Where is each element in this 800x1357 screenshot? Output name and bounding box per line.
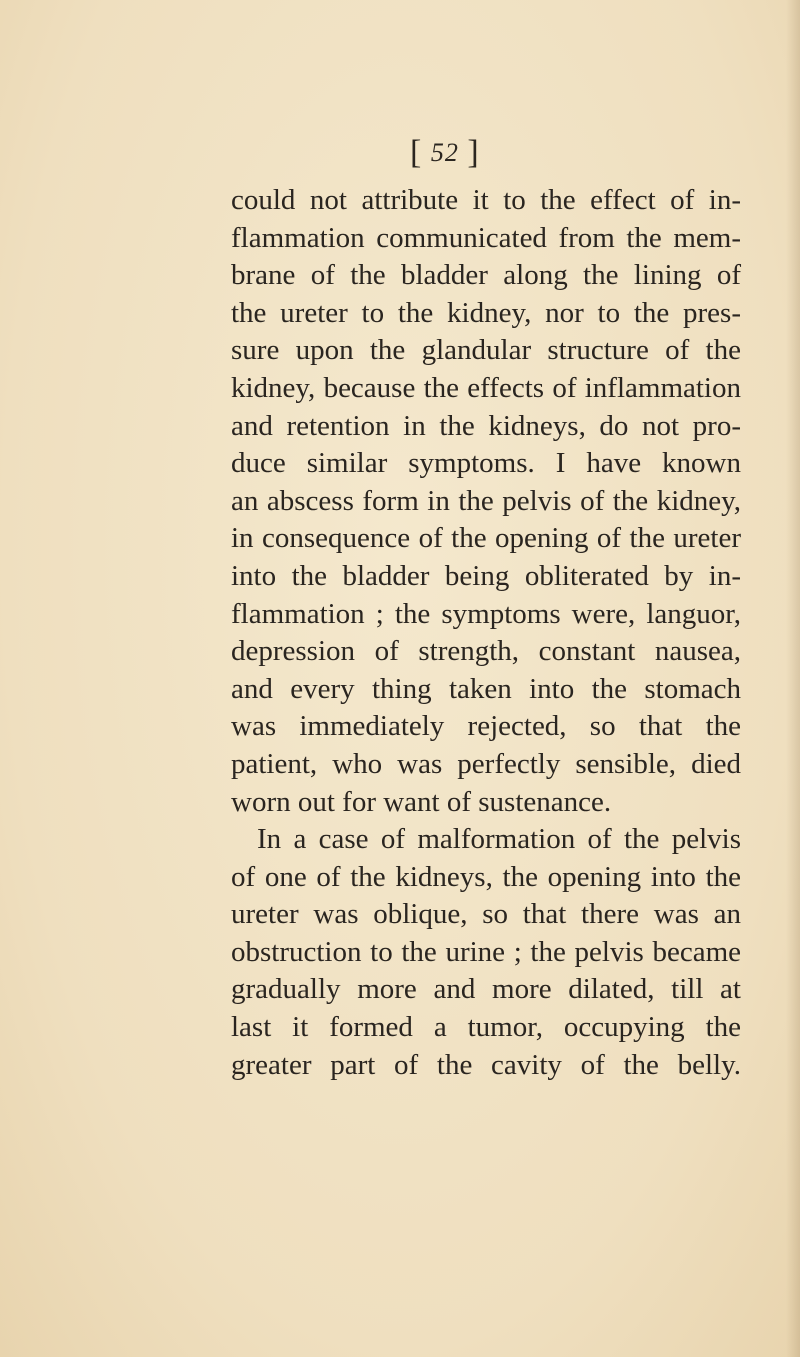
text-line: and every thing taken into the stomach bbox=[231, 672, 741, 705]
text-line: and retention in the kidneys, do not pro- bbox=[231, 409, 741, 442]
text-line: duce similar symptoms. I have known bbox=[231, 447, 741, 480]
page-edge-shadow bbox=[786, 0, 800, 1357]
text-line: kidney, because the effects of inflammation bbox=[231, 371, 741, 404]
page-number bbox=[410, 134, 480, 172]
text-line: into the bladder being obliterated by in- bbox=[231, 559, 741, 592]
text-line: of one of the kidneys, the opening into the bbox=[231, 860, 741, 893]
text-line: an abscess form in the pelvis of the kidney, bbox=[231, 484, 741, 517]
text-line: flammation communicated from the mem- bbox=[231, 221, 741, 254]
text-line: was immediately rejected, so that the bbox=[231, 710, 741, 743]
body-text bbox=[231, 182, 741, 1084]
text-line: sure upon the glandular structure of the bbox=[231, 334, 741, 367]
text-line: the ureter to the kidney, nor to the pres- bbox=[231, 296, 741, 329]
text-line: in consequence of the opening of the ureter bbox=[231, 522, 741, 555]
page-number-right-bracket: ] bbox=[467, 134, 480, 171]
text-line: flammation ; the symptoms were, languor, bbox=[231, 597, 741, 630]
text-line: obstruction to the urine ; the pelvis became bbox=[231, 935, 741, 968]
text-line: greater part of the cavity of the belly. bbox=[231, 1048, 741, 1081]
text-line: patient, who was perfectly sensible, died bbox=[231, 747, 741, 780]
page-number-left-bracket: [ bbox=[410, 134, 423, 171]
text-line: In a case of malformation of the pelvis bbox=[257, 823, 741, 856]
text-line: worn out for want of sustenance. bbox=[231, 785, 612, 818]
text-line: brane of the bladder along the lining of bbox=[231, 259, 741, 292]
text-line: depression of strength, constant nausea, bbox=[231, 635, 741, 668]
text-line: last it formed a tumor, occupying the bbox=[231, 1011, 741, 1044]
page-number-value: 52 bbox=[430, 138, 459, 167]
text-line: gradually more and more dilated, till at bbox=[231, 973, 741, 1006]
text-line: could not attribute it to the effect of in- bbox=[231, 184, 741, 216]
text-line: ureter was oblique, so that there was an bbox=[231, 898, 741, 931]
